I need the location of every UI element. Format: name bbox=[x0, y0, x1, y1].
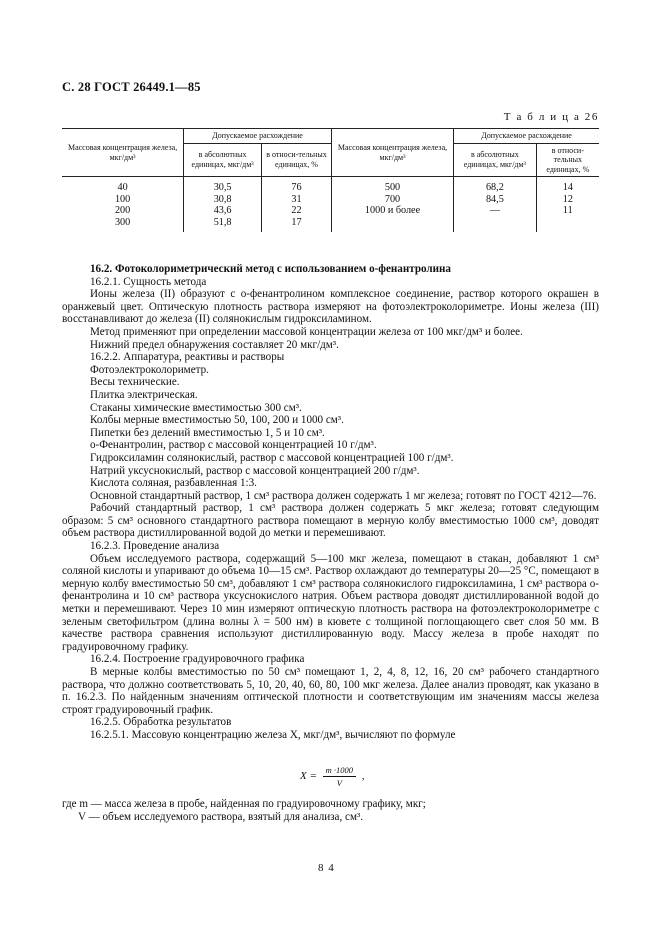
list-item: Гидроксиламин солянокислый, раствор с массовой концентрацией 100 г/дм³. bbox=[90, 451, 454, 464]
cell: 51,8 bbox=[184, 217, 262, 233]
table-row bbox=[62, 205, 599, 217]
cell: 200 bbox=[62, 205, 184, 217]
page-number: 8 4 bbox=[318, 862, 335, 874]
data-table bbox=[62, 128, 599, 232]
cell: 68,2 bbox=[454, 177, 537, 194]
formula-denominator: V bbox=[336, 778, 342, 788]
list-item: Пипетки без делений вместимостью 1, 5 и 10 см³. bbox=[90, 426, 325, 439]
cell bbox=[331, 217, 453, 233]
subsection-heading: 16.2.1. Сущность метода bbox=[90, 275, 207, 288]
legend-line: V — объем исследуемого раствора, взятый для анализа, см³. bbox=[78, 811, 364, 823]
formula bbox=[300, 765, 365, 788]
list-item: Весы технические. bbox=[90, 376, 180, 389]
paragraph: В мерные колбы вместимостью по 50 см³ помещают 1, 2, 4, 8, 12, 16, 20 см³ рабочего стандартного раствора, что должно соответствовать 5, 10, 20, 40, 60, 80, 100 мкг железа. Далее анализ проводят, как указано в п. 16.2.3. По найденным значениям оптической плотности и соответствующим им значениям массы железа строят градуировочный график. bbox=[62, 666, 599, 716]
cell: 43,6 bbox=[184, 205, 262, 217]
formula-legend bbox=[62, 798, 599, 824]
list-item: Натрий уксуснокислый, раствор с массовой концентрацией 200 г/дм³. bbox=[90, 464, 420, 477]
table-row bbox=[62, 177, 599, 194]
cell: 17 bbox=[262, 217, 332, 233]
paragraph: Ионы железа (II) образуют с о-фенантролином комплексное соединение, раствор которого окрашен в оранжевый цвет. Оптическую плотность раствора измеряют на фотоэлектроколориметре. Ионы железа (III) восстанавливают до железа (II) солянокислым гидроксиламином. bbox=[62, 288, 599, 326]
cell: 31 bbox=[262, 194, 332, 206]
header-abs-1: в абсолютных единицах, мкг/дм³ bbox=[184, 143, 262, 177]
cell: 84,5 bbox=[454, 194, 537, 206]
table-row bbox=[62, 217, 599, 233]
header-abs-2: в абсолютных единицах, мкг/дм³ bbox=[454, 143, 537, 177]
header-rel-1: в относи-тельных единицах, % bbox=[262, 143, 332, 177]
subsection-heading: 16.2.3. Проведение анализа bbox=[90, 540, 220, 553]
section-heading: 16.2. Фотоколориметрический метод с использованием о-фенантролина bbox=[90, 263, 451, 275]
header-allowed-1: Допускаемое расхождение bbox=[184, 129, 332, 144]
list-item: Фотоэлектроколориметр. bbox=[90, 363, 209, 376]
cell: 300 bbox=[62, 217, 184, 233]
cell: 76 bbox=[262, 177, 332, 194]
list-item: Плитка электрическая. bbox=[90, 388, 198, 401]
cell: 1000 и более bbox=[331, 205, 453, 217]
list-item: о-Фенантролин, раствор с массовой концентрацией 10 г/дм³. bbox=[90, 439, 377, 452]
formula-numerator: m ·1000 bbox=[323, 765, 356, 777]
list-item: Кислота соляная, разбавленная 1:3. bbox=[90, 477, 257, 490]
list-item: Колбы мерные вместимостью 50, 100, 200 и 1000 см³. bbox=[90, 414, 344, 427]
cell: — bbox=[454, 205, 537, 217]
cell bbox=[454, 217, 537, 233]
paragraph: 16.2.5.1. Массовую концентрацию железа X, мкг/дм³, вычисляют по формуле bbox=[90, 728, 456, 741]
table-caption: Т а б л и ц а 26 bbox=[503, 111, 599, 123]
cell: 11 bbox=[536, 205, 599, 217]
cell: 500 bbox=[331, 177, 453, 194]
subsection-heading: 16.2.5. Обработка результатов bbox=[90, 716, 232, 729]
formula-fraction bbox=[323, 765, 356, 788]
cell: 700 bbox=[331, 194, 453, 206]
cell: 40 bbox=[62, 177, 184, 194]
cell bbox=[536, 217, 599, 233]
legend-line: где m — масса железа в пробе, найденная по градуировочному графику, мкг; bbox=[62, 798, 426, 810]
subsection-heading: 16.2.2. Аппаратура, реактивы и растворы bbox=[90, 351, 285, 364]
header-mass-1: Массовая концентрация железа, мкг/дм³ bbox=[62, 129, 184, 177]
paragraph: Основной стандартный раствор, 1 см³ раствора должен содержать 1 мг железа; готовят по ГОСТ 4212—76. bbox=[90, 489, 597, 502]
cell: 22 bbox=[262, 205, 332, 217]
formula-tail: , bbox=[361, 770, 365, 783]
paragraph: Рабочий стандартный раствор, 1 см³ раствора должен содержать 5 мкг железа; готовят следующим образом: 5 см³ основного стандартного раствора помещают в мерную колбу вместимостью 1000 см³, доводят объем раствора дистиллированной водой до метки и перемешивают. bbox=[62, 502, 599, 540]
formula-lhs: X = bbox=[300, 770, 317, 783]
header-allowed-2: Допускаемое расхождение bbox=[454, 129, 599, 144]
paragraph: Нижний предел обнаружения составляет 20 мкг/дм³. bbox=[90, 338, 339, 351]
paragraph: Объем исследуемого раствора, содержащий 5—100 мкг железа, помещают в стакан, добавляют 1 см³ соляной кислоты и упаривают до объема 10—15 см³. Раствор охлаждают до температуры 20—25 °С, помещают в мерную колбу вместимостью 50 см³, добавляют 1 см³ раствора солянокислого гидроксиламина, 1 см³ раствора о-фенантролина и 10 см³ раствора уксуснокислого натрия. Объем раствора доводят дистиллированной водой до метки и перемешивают. Через 10 мин измеряют оптическую плотность раствора на фотоэлектроколориметре с зеленым светофильтром (длина волны λ = 500 нм) в кювете с толщиной поглощающего свет слоя 50 мм. В качестве раствора сравнения используют дистиллированную воду. Массу железа в пробе находят по градуировочному графику. bbox=[62, 552, 599, 653]
subsection-heading: 16.2.4. Построение градуировочного графика bbox=[90, 653, 305, 666]
header-rel-2: в относи-тельных единицах, % bbox=[536, 143, 599, 177]
paragraph: Метод применяют при определении массовой концентрации железа от 100 мкг/дм³ и более. bbox=[90, 325, 523, 338]
cell: 14 bbox=[536, 177, 599, 194]
page-header: С. 28 ГОСТ 26449.1—85 bbox=[62, 80, 201, 94]
body-text bbox=[62, 263, 599, 742]
table-row bbox=[62, 194, 599, 206]
cell: 30,5 bbox=[184, 177, 262, 194]
cell: 100 bbox=[62, 194, 184, 206]
cell: 30,8 bbox=[184, 194, 262, 206]
list-item: Стаканы химические вместимостью 300 см³. bbox=[90, 401, 302, 414]
header-mass-2: Массовая концентрация железа, мкг/дм³ bbox=[331, 129, 453, 177]
cell: 12 bbox=[536, 194, 599, 206]
